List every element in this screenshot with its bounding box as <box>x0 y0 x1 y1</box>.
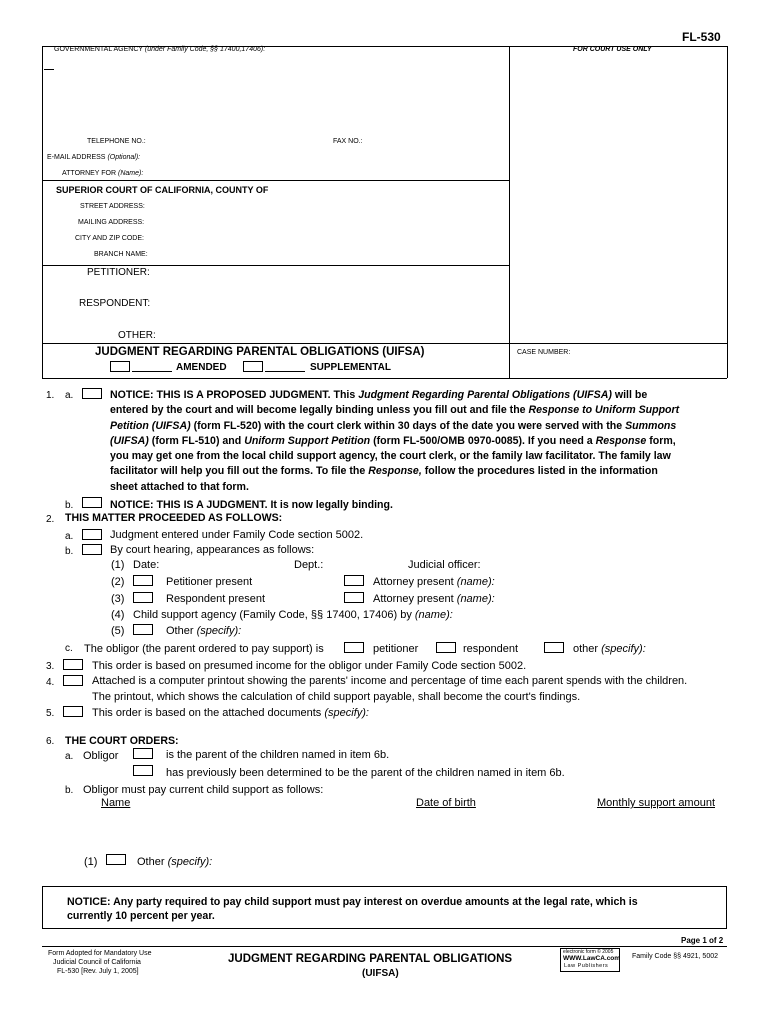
street-label: STREET ADDRESS: <box>80 203 145 210</box>
obligor-is-label: The obligor (the parent ordered to pay support) is <box>84 643 324 655</box>
obligor-respondent-label: respondent <box>463 643 519 655</box>
caption-right-rule <box>727 46 728 378</box>
hearing-date-label: Date: <box>133 559 160 571</box>
interest-notice-line-1: NOTICE: Any party required to pay child support must pay interest on overdue amounts at the legal rate, which is <box>67 896 638 908</box>
item-1a-letter: a. <box>65 390 74 401</box>
column-date-of-birth: Date of birth <box>416 797 476 809</box>
supplemental-label: SUPPLEMENTAL <box>310 362 391 373</box>
item-4-number: 4. <box>46 677 55 688</box>
caption-rule-court <box>42 180 509 181</box>
other-appearance-checkbox[interactable] <box>133 624 153 635</box>
item-4-checkbox[interactable] <box>63 675 83 686</box>
petitioner-present-checkbox[interactable] <box>133 575 153 586</box>
item-3-number: 3. <box>46 661 55 672</box>
item-1-number: 1. <box>46 390 55 401</box>
parent-of-children-checkbox[interactable] <box>133 748 153 759</box>
item-5-number: 5. <box>46 708 55 719</box>
mailing-label: MAILING ADDRESS: <box>78 219 145 226</box>
obligor-petitioner-label: petitioner <box>373 643 419 655</box>
attorney-label: ATTORNEY FOR (Name): <box>62 170 144 177</box>
respondent-present-checkbox[interactable] <box>133 592 153 603</box>
current-support-label: Obligor must pay current child support as follows: <box>83 784 324 796</box>
child-support-agency-label: Child support agency (Family Code, §§ 17400, 17406) by (name): <box>133 609 453 621</box>
caption-rule-title <box>42 343 727 344</box>
caption-left-rule <box>42 46 43 378</box>
item-2c-letter: c. <box>65 643 73 654</box>
footer-title: JUDGMENT REGARDING PARENTAL OBLIGATIONS <box>228 953 513 965</box>
item-2a-text: Judgment entered under Family Code section 5002. <box>110 529 364 541</box>
obligor-respondent-checkbox[interactable] <box>436 642 456 653</box>
item-2b-text: By court hearing, appearances as follows: <box>110 544 315 556</box>
caption-rule-parties <box>42 265 509 266</box>
court-orders-title: THE COURT ORDERS: <box>65 735 179 747</box>
page-indicator: Page 1 of 2 <box>681 936 724 945</box>
item-6b1-number: (1) <box>84 856 98 868</box>
item-1b-checkbox[interactable] <box>82 497 102 508</box>
caption-divider <box>509 46 510 378</box>
item-2b3-number: (3) <box>111 593 125 605</box>
lawca-line-1: electronic form © 2005 <box>563 949 614 955</box>
item-2b4-number: (4) <box>111 609 125 621</box>
other-party-label: OTHER: <box>118 330 156 341</box>
petitioner-attorney-label: Attorney present (name): <box>373 576 495 588</box>
amended-label: AMENDED <box>176 362 227 373</box>
amended-blank <box>132 371 172 372</box>
petitioner-label: PETITIONER: <box>87 267 150 278</box>
item-2-number: 2. <box>46 514 55 525</box>
lawca-line-2: WWW.LawCA.com <box>563 955 621 962</box>
email-label: E-MAIL ADDRESS (Optional): <box>47 154 141 161</box>
item-4-line-2: The printout, which shows the calculation of child support payable, shall become the court's findings. <box>92 691 581 703</box>
item-5-text: This order is based on the attached documents (specify): <box>92 707 369 719</box>
footer-rule <box>42 946 727 947</box>
item-2b-checkbox[interactable] <box>82 544 102 555</box>
other-order-checkbox[interactable] <box>106 854 126 865</box>
item-6-number: 6. <box>46 736 55 747</box>
petitioner-present-label: Petitioner present <box>166 576 253 588</box>
adopted-line-3: FL-530 [Rev. July 1, 2005] <box>57 968 139 975</box>
parent-of-children-label: is the parent of the children named in item 6b. <box>166 749 390 761</box>
item-2a-checkbox[interactable] <box>82 529 102 540</box>
form-number: FL-530 <box>682 30 721 44</box>
supplemental-checkbox[interactable] <box>243 361 263 372</box>
item-6b-letter: b. <box>65 785 74 796</box>
item-2b2-number: (2) <box>111 576 125 588</box>
obligor-petitioner-checkbox[interactable] <box>344 642 364 653</box>
item-5-checkbox[interactable] <box>63 706 83 717</box>
item-1a-notice: NOTICE: THIS IS A PROPOSED JUDGMENT. This Judgment Regarding Parental Obligations (UIFSA) will be entered by the court and will become legally binding unless you fill out and file the Response to Uniform Support Petition (UIFSA) (form FL-520) with the court clerk within 30 days of the date you were served with the Summons (UIFSA) (form FL-510) and Uniform Support Petition (form FL-500/OMB 0970-0085). If you need a Response form, you may get one from the local child support agency, the court clerk, or the family law facilitator. The family law facilitator will help you fill out the forms. To file the Response, follow the procedures listed in the information sheet attached to that form. <box>110 389 680 493</box>
branch-label: BRANCH NAME: <box>94 251 148 258</box>
case-number-label: CASE NUMBER: <box>517 349 571 356</box>
lawca-line-3: Law Publishers <box>564 963 609 969</box>
adopted-line-2: Judicial Council of California <box>53 959 141 966</box>
obligor-other-label: other (specify): <box>573 643 646 655</box>
column-monthly-amount: Monthly support amount <box>597 797 716 809</box>
item-2b1-number: (1) <box>111 559 125 571</box>
item-6a-letter: a. <box>65 751 74 762</box>
family-code-ref: Family Code §§ 4921, 5002 <box>632 953 718 960</box>
obligor-label: Obligor <box>83 750 119 762</box>
amended-checkbox[interactable] <box>110 361 130 372</box>
item-3-text: This order is based on presumed income for the obligor under Family Code section 5002. <box>92 660 527 672</box>
respondent-label: RESPONDENT: <box>79 298 151 309</box>
item-2a-letter: a. <box>65 531 74 542</box>
previously-determined-checkbox[interactable] <box>133 765 153 776</box>
supplemental-blank <box>265 371 305 372</box>
court-use-label: FOR COURT USE ONLY <box>573 46 652 53</box>
item-2b5-number: (5) <box>111 625 125 637</box>
hearing-dept-label: Dept.: <box>294 559 324 571</box>
fax-label: FAX NO.: <box>333 138 363 145</box>
respondent-attorney-checkbox[interactable] <box>344 592 364 603</box>
respondent-attorney-label: Attorney present (name): <box>373 593 495 605</box>
page-title: JUDGMENT REGARDING PARENTAL OBLIGATIONS (UIFSA) <box>95 346 425 358</box>
caption-bottom-rule <box>42 378 727 379</box>
judicial-officer-label: Judicial officer: <box>408 559 481 571</box>
column-name: Name <box>101 797 131 809</box>
item-2b-letter: b. <box>65 546 74 557</box>
agency-label: GOVERNMENTAL AGENCY (under Family Code, §§ 17400,17406): <box>54 46 266 53</box>
petitioner-attorney-checkbox[interactable] <box>344 575 364 586</box>
adopted-line-1: Form Adopted for Mandatory Use <box>48 950 152 957</box>
other-order-label: Other (specify): <box>137 856 213 868</box>
item-4-line-1: Attached is a computer printout showing the parents' income and percentage of time each parent spends with the children. <box>92 675 688 687</box>
item-3-checkbox[interactable] <box>63 659 83 670</box>
caption-tick <box>44 69 54 70</box>
item-2-title: THIS MATTER PROCEEDED AS FOLLOWS: <box>65 512 283 524</box>
telephone-label: TELEPHONE NO.: <box>87 138 146 145</box>
item-1b-letter: b. <box>65 500 74 511</box>
item-1a-checkbox[interactable] <box>82 388 102 399</box>
item-1b-notice: NOTICE: THIS IS A JUDGMENT. It is now legally binding. <box>110 499 393 511</box>
previously-determined-label: has previously been determined to be the parent of the children named in item 6b. <box>166 767 565 779</box>
other-appearance-label: Other (specify): <box>166 625 242 637</box>
court-name: SUPERIOR COURT OF CALIFORNIA, COUNTY OF <box>56 185 269 195</box>
obligor-other-checkbox[interactable] <box>544 642 564 653</box>
footer-subtitle: (UIFSA) <box>362 968 399 979</box>
city-label: CITY AND ZIP CODE: <box>75 235 144 242</box>
interest-notice-line-2: currently 10 percent per year. <box>67 910 215 922</box>
respondent-present-label: Respondent present <box>166 593 266 605</box>
